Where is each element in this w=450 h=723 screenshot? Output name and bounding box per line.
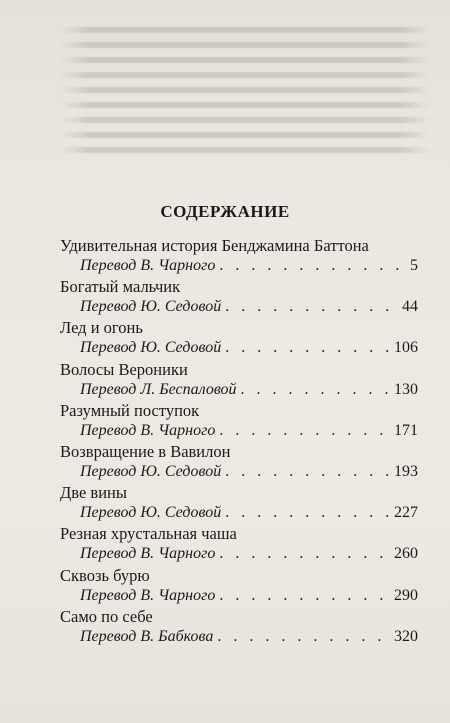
dot-leader (225, 503, 390, 523)
toc-entry[interactable] (60, 483, 418, 524)
page-number: 260 (394, 545, 418, 563)
translator-credit: Перевод В. Бабкова (80, 627, 214, 645)
story-title: Возвращение в Вавилон (60, 441, 231, 461)
dot-leader (217, 627, 390, 647)
translator-credit: Перевод В. Чарного (80, 257, 216, 274)
story-title: Сквозь бурю (60, 565, 150, 585)
dot-leader (225, 462, 390, 482)
dot-leader (225, 338, 390, 358)
page-number: 290 (394, 586, 418, 604)
translator-credit: Перевод Ю. Седовой (80, 504, 222, 522)
page-number: 5 (410, 257, 418, 274)
translator-credit: Перевод В. Чарного (80, 421, 216, 439)
toc-entry[interactable] (60, 442, 418, 483)
dot-leader (219, 544, 390, 564)
page-number: 320 (394, 627, 418, 645)
translator-credit: Перевод Ю. Седовой (80, 339, 222, 357)
toc-entry[interactable] (60, 236, 418, 277)
story-title: Удивительная история Бенджамина Баттона (60, 236, 369, 255)
story-title: Богатый мальчик (60, 277, 181, 297)
translator-credit: Перевод В. Чарного (80, 586, 216, 604)
story-title: Само по себе (60, 606, 153, 626)
toc-entry[interactable] (60, 360, 418, 401)
page-number: 44 (402, 298, 418, 316)
toc-entry[interactable] (60, 401, 418, 442)
page-number: 193 (394, 462, 418, 480)
toc-entry[interactable] (60, 524, 418, 565)
page-number: 171 (394, 421, 418, 439)
toc-entry[interactable] (60, 277, 418, 318)
dot-leader (225, 297, 398, 317)
story-title: Лед и огонь (60, 318, 143, 338)
bleed-through-text (60, 18, 430, 188)
translator-credit: Перевод В. Чарного (80, 545, 216, 563)
translator-credit: Перевод Л. Беспаловой (80, 380, 237, 398)
toc-entry[interactable] (60, 566, 418, 607)
table-of-contents (60, 236, 418, 648)
dot-leader (219, 421, 390, 441)
story-title: Две вины (60, 483, 127, 503)
translator-credit: Перевод Ю. Седовой (80, 298, 222, 316)
page-title: СОДЕРЖАНИЕ (160, 202, 290, 221)
toc-entry[interactable] (60, 318, 418, 359)
toc-entry[interactable] (60, 607, 418, 648)
story-title: Разумный поступок (60, 400, 200, 420)
page-number: 227 (394, 504, 418, 522)
page-number: 106 (394, 339, 418, 357)
story-title: Волосы Вероники (60, 359, 188, 379)
dot-leader (219, 586, 390, 606)
page-number: 130 (394, 380, 418, 398)
translator-credit: Перевод Ю. Седовой (80, 462, 222, 480)
dot-leader (241, 380, 390, 400)
story-title: Резная хрустальная чаша (60, 524, 237, 544)
dot-leader (219, 256, 406, 276)
